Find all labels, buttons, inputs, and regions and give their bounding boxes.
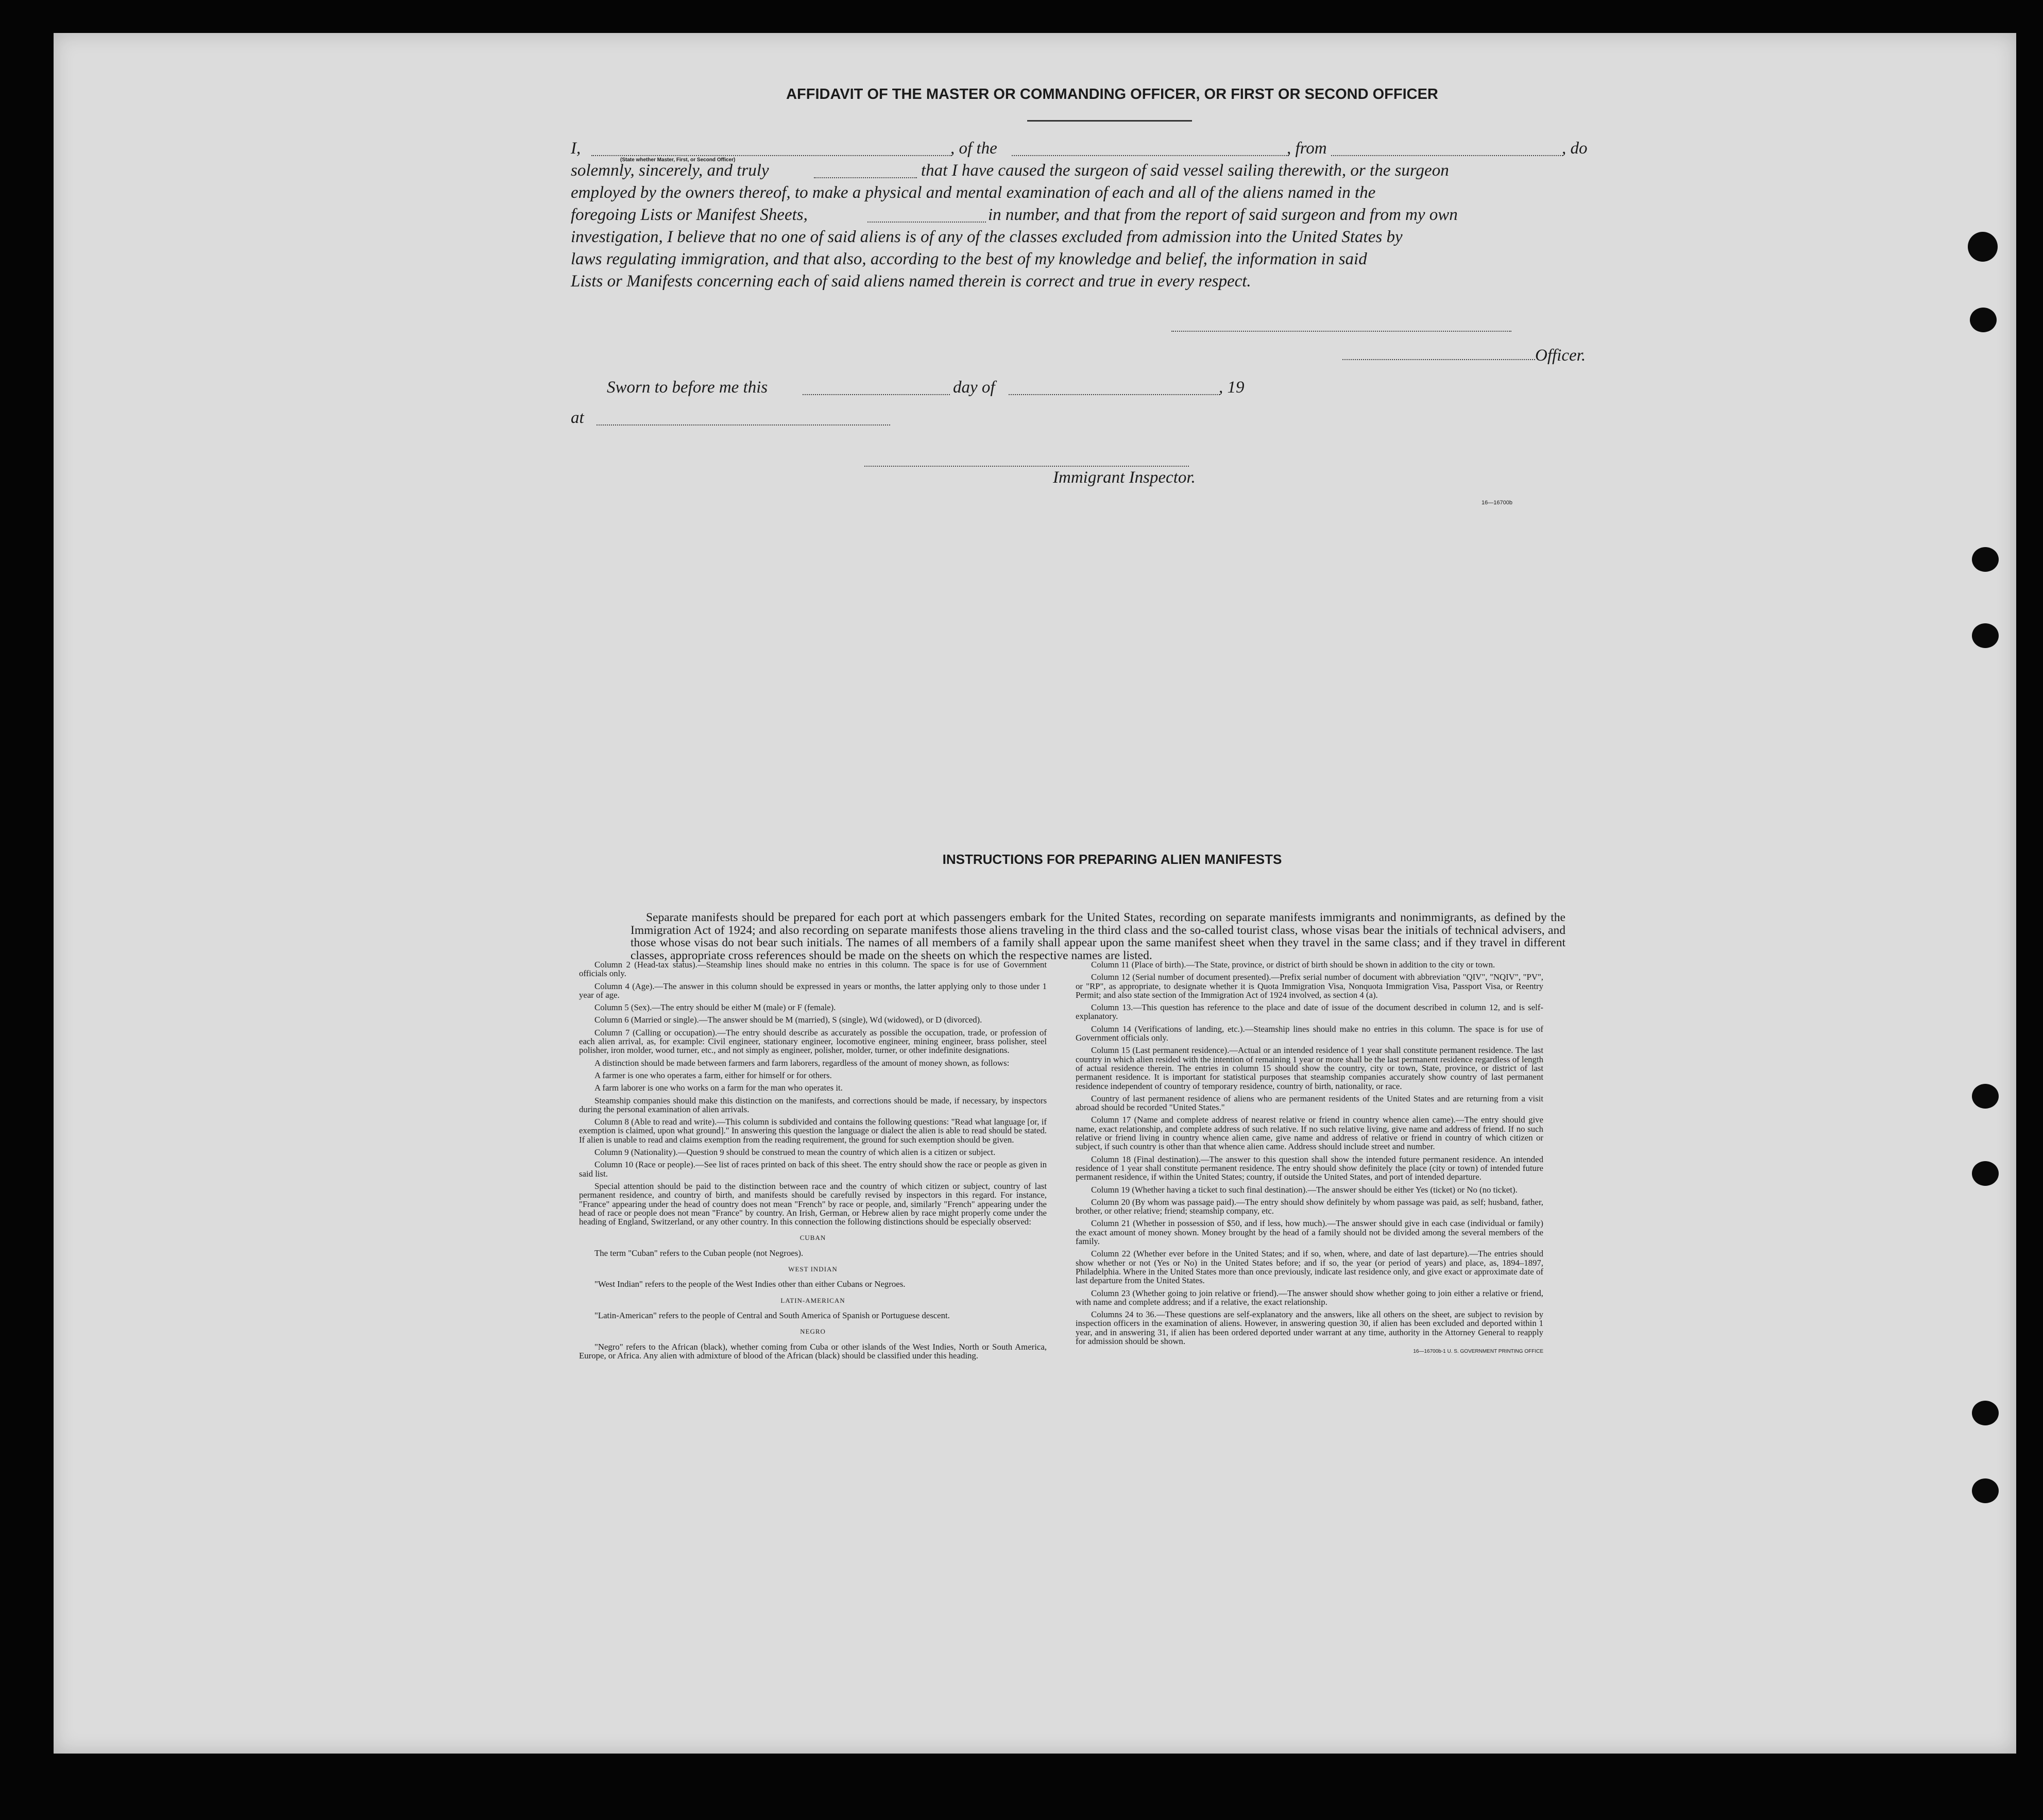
- instruction-paragraph: Column 13.—This question has reference to the place and date of issue of the document described in column 12, and is self-explanatory.: [1076, 1002, 1543, 1022]
- signature-line[interactable]: [1171, 331, 1511, 332]
- affidavit-line5: investigation, I believe that no one of said aliens is of any of the classes excluded from admission into the United States by: [571, 228, 1403, 246]
- punch-hole: [1972, 623, 1999, 648]
- inspector-line[interactable]: [864, 466, 1189, 467]
- instruction-paragraph: Column 10 (Race or people).—See list of races printed on back of this sheet. The entry should show the race or people as given in said list.: [579, 1160, 1047, 1179]
- affidavit-i: I,: [571, 139, 581, 158]
- instruction-paragraph: Column 21 (Whether in possession of $50, and if less, how much).—The answer should give in each case (individual or family) the exact amount of money shown. Money brought by the head of a family should not be divided among the several members of the family.: [1076, 1218, 1543, 1247]
- affidavit-title: AFFIDAVIT OF THE MASTER OR COMMANDING OFFICER, OR FIRST OR SECOND OFFICER: [786, 86, 1438, 103]
- instruction-paragraph: A distinction should be made between farmers and farm laborers, regardless of the amount of money shown, as follows:: [594, 1058, 1010, 1068]
- punch-hole: [1972, 1084, 1999, 1109]
- instructions-right-column: [1076, 960, 1543, 1356]
- instruction-paragraph: A farm laborer is one who works on a farm for the man who operates it.: [594, 1083, 843, 1093]
- instruction-paragraph: Columns 24 to 36.—These questions are self-explanatory and the answers, like all others on the sheet, are subject to revision by inspection officers in the examination of aliens. However, in answering question 30, if alien has been excluded and deported within 1 year, and in answering 31, if alien has been ordered deported under warrant at any time, authority in the Attorney General to reapply for admission should be shown.: [1076, 1309, 1543, 1346]
- sworn-label: Sworn to before me this: [607, 378, 768, 397]
- affidavit-of-the: , of the: [950, 139, 997, 158]
- west-indian-definition: "West Indian" refers to the people of the West Indies other than either Cubans or Negroes.: [594, 1279, 906, 1289]
- year-label: , 19: [1219, 378, 1245, 397]
- port-field[interactable]: [1331, 155, 1563, 156]
- instruction-paragraph: Special attention should be paid to the distinction between race and the country of which citizen or subject, country of last permanent residence, and country of birth, and manifests should be carefully revised by inspectors in this regard. For instance, "France" appearing under the head of country does not mean "French" by race or people, and, similarly "French" appearing under the head of race or people does not mean "France" by country. An Irish, German, or Hebrew alien by race might properly come under the heading of England, Switzerland, or any other country. In this connection the following distinctions should be especially observed:: [579, 1181, 1047, 1227]
- instruction-paragraph: Steamship companies should make this distinction on the manifests, and corrections should be made, if necessary, by inspectors during the personal examination of alien arrivals.: [579, 1095, 1047, 1114]
- punch-hole: [1972, 1401, 1999, 1425]
- west-indian-heading: WEST INDIAN: [788, 1265, 838, 1273]
- affidavit-from: , from: [1287, 139, 1327, 158]
- instruction-paragraph: Column 22 (Whether ever before in the United States; and if so, when, where, and date of last departure).—The entries should show whether or not (Yes or No) in the United States before; and if so, the year (or period of years) and place, as, 1894–1897, Philadelphia. Where in the United States more than once previously, indicate last residence only, and give exact or approximate date of last departure from the United States.: [1076, 1249, 1543, 1286]
- instruction-paragraph: Column 12 (Serial number of document presented).—Prefix serial number of document with abbreviation "QIV", "NQIV", "PV", or "RP", as appropriate, to designate whether it is Quota Immigration Visa, Nonquota Immigration Visa, Passport Visa, or Reentry Permit; and also state section of the Immigration Act of 1924 involved, as section 4 (a).: [1076, 972, 1543, 1000]
- officer-field[interactable]: [1342, 359, 1535, 360]
- document-page: [54, 33, 2016, 1754]
- instruction-paragraph: A farmer is one who operates a farm, either for himself or for others.: [594, 1070, 832, 1080]
- footer-print-note: 16—16700b-1 U. S. GOVERNMENT PRINTING OFFICE: [1413, 1349, 1543, 1355]
- affidavit-line2b: that I have caused the surgeon of said vessel sailing therewith, or the surgeon: [921, 161, 1449, 180]
- instructions-intro: Separate manifests should be prepared for each port at which passengers embark for the United States, recording on separate manifests immigrants and nonimmigrants, as defined by the Immigration Act of 1924; and also recording on separate manifests those aliens traveling in the third class and the so-called tourist class, whose visas bear the initials of technical advisers, and those whose visas do not bear such initials. The names of all members of a family shall appear upon the same manifest sheet when they travel in the same class; and if they travel in different classes, appropriate cross references should be made on the sheets on which the respective names are listed.: [631, 911, 1565, 962]
- punch-hole: [1972, 1161, 1999, 1186]
- instruction-paragraph: Column 2 (Head-tax status).—Steamship lines should make no entries in this column. The space is for use of Government officials only.: [579, 960, 1047, 979]
- instruction-paragraph: Column 8 (Able to read and write).—This column is subdivided and contains the following questions: "Read what language [or, if exemption is claimed, upon what ground]." In answering this question the language or dialect the alien is able to read should be stated. If alien is unable to read and claims exemption from the reading requirement, the ground for such exemption should be given.: [579, 1117, 1047, 1145]
- at-label: at: [571, 409, 584, 427]
- vessel-field[interactable]: [1012, 155, 1289, 156]
- oath-field[interactable]: [814, 177, 917, 178]
- latin-american-heading: LATIN-AMERICAN: [780, 1296, 845, 1304]
- day-of-label: day of: [953, 378, 995, 397]
- cuban-definition: The term "Cuban" refers to the Cuban people (not Negroes).: [594, 1248, 804, 1258]
- latin-american-definition: "Latin-American" refers to the people of Central and South America of Spanish or Portuguese descent.: [594, 1310, 950, 1320]
- instruction-paragraph: Column 18 (Final destination).—The answer to this question shall show the intended future permanent residence. An intended residence of 1 year shall constitute permanent residence. The entry should show definitely the place (city or town) of intended future permanent residence, if within the United States; country, if outside the United States, and port of intended departure.: [1076, 1154, 1543, 1182]
- instruction-paragraph: Column 5 (Sex).—The entry should be either M (male) or F (female).: [594, 1002, 836, 1013]
- instruction-paragraph: Column 20 (By whom was passage paid).—The entry should show definitely by whom passage was paid, as self; husband, father, brother, or other relative; friend; steamship company, etc.: [1076, 1197, 1543, 1216]
- officer-rank-field[interactable]: [591, 155, 952, 156]
- affidavit-line6: laws regulating immigration, and that also, according to the best of my knowledge and belief, the information in said: [571, 250, 1367, 268]
- negro-heading: NEGRO: [800, 1328, 826, 1336]
- instruction-paragraph: Column 4 (Age).—The answer in this column should be expressed in years or months, the latter applying only to those under 1 year of age.: [579, 981, 1047, 1000]
- affidavit-line7: Lists or Manifests concerning each of said aliens named therein is correct and true in every respect.: [571, 272, 1251, 291]
- cuban-heading: CUBAN: [799, 1234, 826, 1242]
- instruction-paragraph: Column 23 (Whether going to join relative or friend).—The answer should show whether going to join either a relative or friend, with name and complete address; and if a relative, the exact relationship.: [1076, 1288, 1543, 1307]
- affidavit-line4a: foregoing Lists or Manifest Sheets,: [571, 206, 808, 224]
- officer-label: Officer.: [1535, 346, 1586, 365]
- instruction-paragraph: Column 19 (Whether having a ticket to such final destination).—The answer should be either Yes (ticket) or No (no ticket).: [1091, 1184, 1518, 1195]
- state-note: (State whether Master, First, or Second Officer): [620, 157, 736, 163]
- punch-hole: [1970, 308, 1997, 332]
- sworn-month-field[interactable]: [1009, 394, 1220, 395]
- affidavit-line2a: solemnly, sincerely, and truly: [571, 161, 769, 180]
- instruction-paragraph: Column 6 (Married or single).—The answer should be M (married), S (single), Wd (widowed), or D (divorced).: [594, 1015, 982, 1025]
- instruction-paragraph: Country of last permanent residence of aliens who are permanent residents of the United States and are returning from a visit abroad should be recorded "United States.": [1076, 1093, 1543, 1113]
- instructions-left-column: [579, 960, 1047, 1364]
- inspector-label: Immigrant Inspector.: [1053, 468, 1196, 487]
- affidavit-line4b: in number, and that from the report of said surgeon and from my own: [988, 206, 1458, 224]
- instruction-paragraph: Column 9 (Nationality).—Question 9 should be construed to mean the country of which alien is a citizen or subject.: [594, 1147, 996, 1158]
- form-number: 16—16700b: [1482, 500, 1512, 506]
- instruction-paragraph: Column 11 (Place of birth).—The State, province, or district of birth should be shown in addition to the city or town.: [1091, 960, 1495, 969]
- instructions-title: INSTRUCTIONS FOR PREPARING ALIEN MANIFESTS: [942, 852, 1282, 867]
- punch-hole: [1972, 1478, 1999, 1503]
- affidavit-line3: employed by the owners thereof, to make a physical and mental examination of each and all of the aliens named in the: [571, 183, 1376, 202]
- negro-definition: "Negro" refers to the African (black), whether coming from Cuba or other islands of the West Indies, North or South America, Europe, or Africa. Any alien with admixture of blood of the African (black) should be classified under this heading.: [579, 1341, 1047, 1360]
- punch-hole: [1968, 232, 1998, 262]
- punch-hole: [1972, 547, 1999, 572]
- title-underline: [1027, 120, 1192, 122]
- instruction-paragraph: Column 14 (Verifications of landing, etc.).—Steamship lines should make no entries in this column. The space is for use of Government officials only.: [1076, 1024, 1543, 1043]
- affidavit-do: , do: [1562, 139, 1588, 158]
- at-field[interactable]: [597, 424, 890, 426]
- sworn-day-field[interactable]: [803, 394, 950, 395]
- instruction-paragraph: Column 7 (Calling or occupation).—The entry should describe as accurately as possible the occupation, trade, or profession of each alien arrival, as, for example: Civil engineer, stationary engineer, locomotive engineer, mining engineer, brass polisher, steel polisher, iron molder, wood turner, etc., and not simply as engineer, polisher, molder, turner, or other indefinite designations.: [579, 1027, 1047, 1056]
- sheet-count-field[interactable]: [867, 222, 986, 223]
- instruction-paragraph: Column 15 (Last permanent residence).—Actual or an intended residence of 1 year shall constitute permanent residence. The last country in which alien resided with the intention of remaining 1 year or more shall be the last permanent residence regardless of length of actual residence therein. The entries in column 15 should show the country, city or town, State, province, or district of last permanent residence. It is important for statistical purposes that steamship companies accurately show country of last permanent residence independent of country of temporary residence, country of birth, nationality, or race.: [1076, 1045, 1543, 1091]
- instruction-paragraph: Column 17 (Name and complete address of nearest relative or friend in country whence alien came).—The entry should give name, exact relationship, and complete address of such relative. If no such relative living, give name and address of friend. If no such relative or friend living in country whence alien came, give name and address of relative or friend in country of which citizen or subject, if such country is other than that whence alien came. Address should include street and number.: [1076, 1115, 1543, 1152]
